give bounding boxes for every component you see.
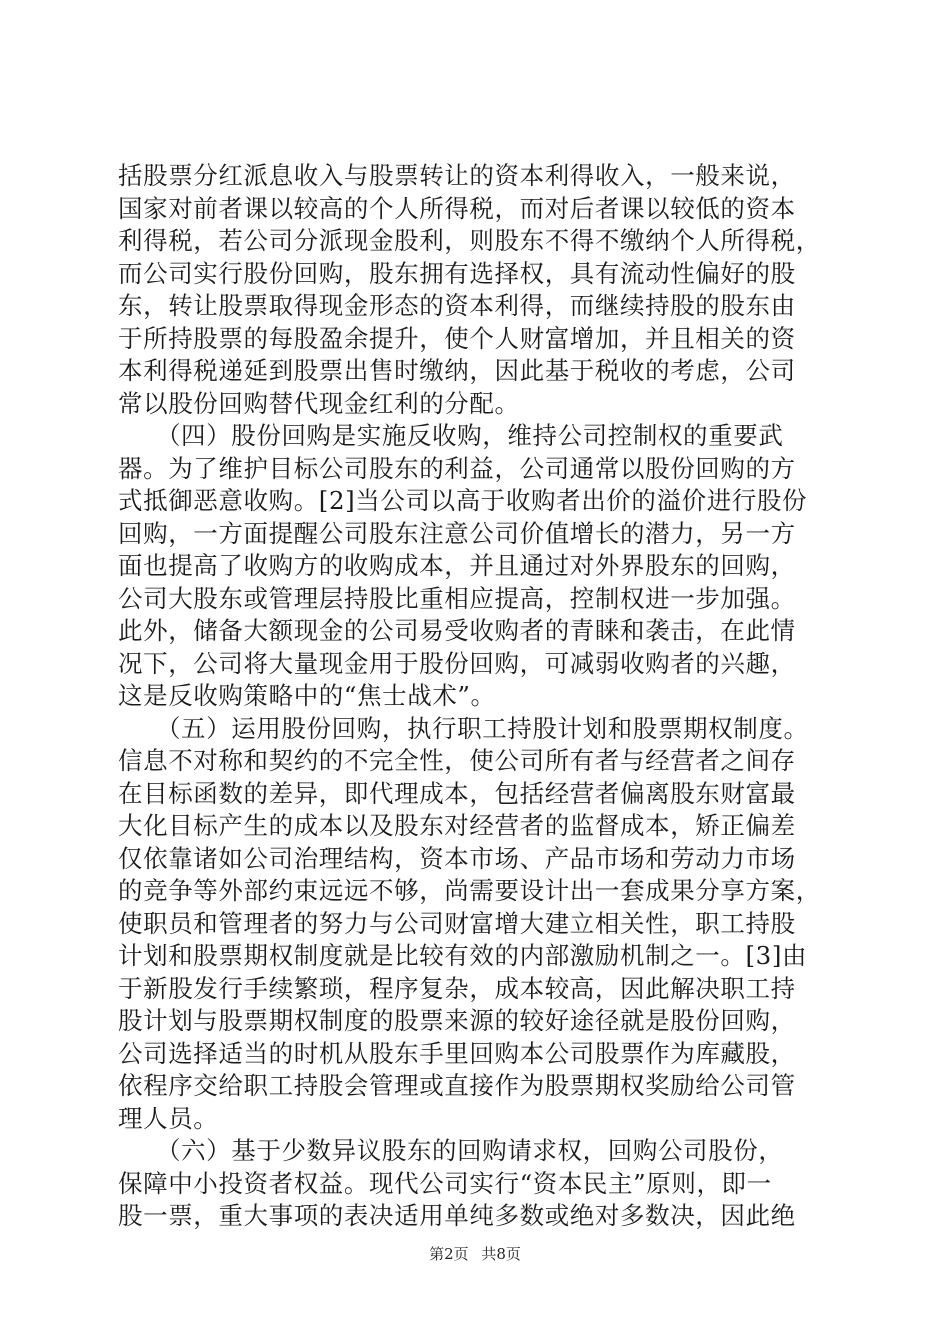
text-line: 国家对前者课以较高的个人所得税，而对后者课以较低的资本 [118, 193, 796, 223]
text-line: 的竞争等外部约束远远不够，尚需要设计出一套成果分享方案， [118, 876, 821, 905]
text-line: 式抵御恶意收购。[2]当公司以高于收购者出价的溢价进行股份 [118, 486, 808, 515]
text-line: 于新股发行手续繁琐，程序复杂，成本较高，因此解决职工持 [118, 973, 796, 1003]
text-line: 在目标函数的差异，即代理成本，包括经营者偏离股东财富最 [118, 778, 796, 808]
page-number: 第2页 [429, 1245, 469, 1263]
page-footer [0, 1244, 950, 1264]
text-line: 于所持股票的每股盈余提升，使个人财富增加，并且相关的资 [118, 323, 796, 353]
text-line: 回购，一方面提醒公司股东注意公司价值增长的潜力，另一方 [118, 518, 796, 548]
text-line: 这是反收购策略中的“焦士战术”。 [118, 681, 496, 710]
text-line: 大化目标产生的成本以及股东对经营者的监督成本，矫正偏差 [118, 811, 796, 840]
text-line: 而公司实行股份回购，股东拥有选择权，具有流动性偏好的股 [118, 258, 796, 288]
text-line: 仅依靠诸如公司治理结构，资本市场、产品市场和劳动力市场 [118, 843, 796, 873]
text-line: 公司选择适当的时机从股东手里回购本公司股票作为库藏股， [118, 1038, 796, 1068]
text-line: 此外，储备大额现金的公司易受收购者的青睐和袭击，在此情 [118, 616, 796, 645]
text-line: 依程序交给职工持股会管理或直接作为股票期权奖励给公司管 [118, 1071, 796, 1100]
text-line: （四）股份回购是实施反收购，维持公司控制权的重要武 [118, 421, 784, 450]
text-line: 信息不对称和契约的不完全性，使公司所有者与经营者之间存 [118, 746, 796, 775]
document-body [118, 160, 838, 1233]
text-line: 股计划与股票期权制度的股票来源的较好途径就是股份回购， [118, 1006, 796, 1035]
text-line: 面也提高了收购方的收购成本，并且通过对外界股东的回购， [118, 551, 796, 580]
text-line: 器。为了维护目标公司股东的利益，公司通常以股份回购的方 [118, 453, 796, 483]
text-line: 计划和股票期权制度就是比较有效的内部激励机制之一。[3]由 [118, 941, 808, 970]
text-line: 况下，公司将大量现金用于股份回购，可减弱收购者的兴趣， [118, 648, 796, 678]
text-line: 本利得税递延到股票出售时缴纳，因此基于税收的考虑，公司 [118, 356, 796, 385]
text-line: 常以股份回购替代现金红利的分配。 [118, 388, 520, 418]
text-line: 股一票，重大事项的表决适用单纯多数或绝对多数决，因此绝 [118, 1201, 796, 1230]
text-line: 理人员。 [118, 1103, 219, 1133]
text-line: （五）运用股份回购，执行职工持股计划和股票期权制度。 [118, 713, 809, 743]
text-line: （六）基于少数异议股东的回购请求权，回购公司股份， [118, 1136, 784, 1165]
text-line: 使职员和管理者的努力与公司财富增大建立相关性，职工持股 [118, 908, 796, 938]
text-line: 公司大股东或管理层持股比重相应提高，控制权进一步加强。 [118, 583, 796, 613]
text-line: 括股票分红派息收入与股票转让的资本利得收入，一般来说， [118, 161, 796, 190]
text-line: 保障中小投资者权益。现代公司实行“资本民主”原则，即一 [118, 1168, 772, 1198]
text-line: 东，转让股票取得现金形态的资本利得，而继续持股的股东由 [118, 291, 796, 320]
page-total: 共8页 [481, 1245, 521, 1263]
text-line: 利得税，若公司分派现金股利，则股东不得不缴纳个人所得税， [118, 226, 821, 255]
